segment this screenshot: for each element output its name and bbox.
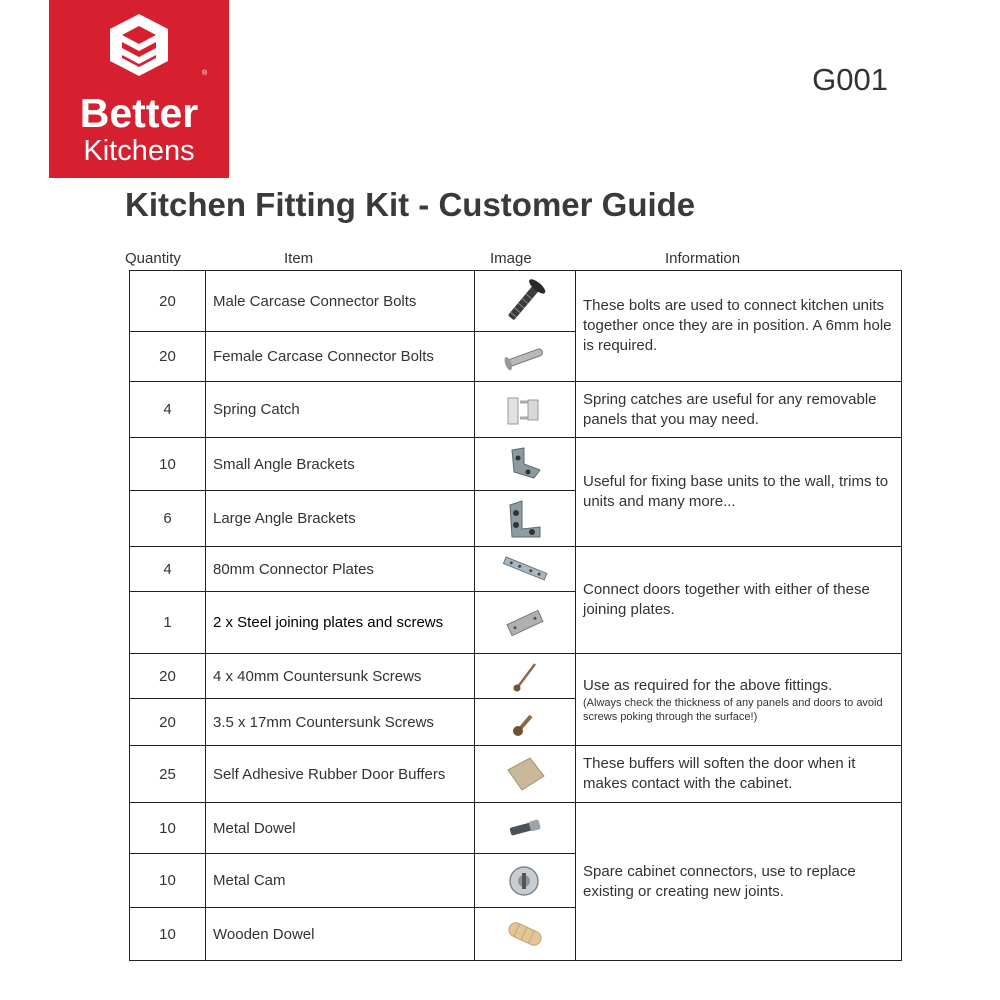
large-bracket-icon	[500, 497, 550, 541]
quantity-cell: 25	[130, 746, 206, 803]
image-cell	[475, 491, 576, 547]
column-header-item: Item	[284, 250, 314, 267]
quantity-cell: 20	[130, 332, 206, 382]
info-cell-screws	[576, 654, 902, 746]
info-cell-brackets: Useful for fixing base units to the wall, trims to units and many more...	[576, 438, 902, 547]
item-cell: 80mm Connector Plates	[206, 547, 475, 592]
spring-catch-icon	[500, 390, 550, 430]
table-row	[130, 271, 902, 332]
table-row	[130, 547, 902, 592]
quantity-cell: 4	[130, 547, 206, 592]
item-cell: Female Carcase Connector Bolts	[206, 332, 475, 382]
item-cell: 2 x Steel joining plates and screws	[206, 592, 475, 654]
image-cell	[475, 654, 576, 699]
column-header-image: Image	[490, 250, 532, 267]
quantity-cell: 10	[130, 908, 206, 961]
item-cell: Spring Catch	[206, 382, 475, 438]
item-cell: Self Adhesive Rubber Door Buffers	[206, 746, 475, 803]
item-cell: Male Carcase Connector Bolts	[206, 271, 475, 332]
small-bracket-icon	[500, 444, 550, 484]
document-code: G001	[812, 62, 888, 97]
image-cell	[475, 854, 576, 908]
column-header-information: Information	[665, 250, 741, 267]
image-cell	[475, 908, 576, 961]
buffer-sheet-icon	[500, 752, 550, 796]
image-cell	[475, 803, 576, 854]
table-row	[130, 803, 902, 854]
logo-mark-icon	[108, 12, 170, 78]
image-cell	[475, 438, 576, 491]
page-title: Kitchen Fitting Kit - Customer Guide	[125, 186, 696, 223]
quantity-cell: 10	[130, 803, 206, 854]
info-cell-plates: Connect doors together with either of these joining plates.	[576, 547, 902, 654]
image-cell	[475, 382, 576, 438]
long-screw-icon	[505, 658, 545, 694]
brand-logo	[49, 0, 229, 178]
connector-bolt-icon	[495, 278, 555, 324]
screws-info-note: (Always check the thickness of any panels and doors to avoid screws poking through the surface!)	[583, 696, 883, 723]
info-cell-bolts: These bolts are used to connect kitchen units together once they are in position. A 6mm hole is required.	[576, 271, 902, 382]
table-row	[130, 746, 902, 803]
connector-plate-icon	[495, 551, 555, 587]
info-cell-spring: Spring catches are useful for any removable panels that you may need.	[576, 382, 902, 438]
brand-name-line2: Kitchens	[83, 135, 195, 167]
item-cell: 3.5 x 17mm Countersunk Screws	[206, 699, 475, 746]
image-cell	[475, 547, 576, 592]
column-header-quantity: Quantity	[125, 250, 181, 267]
quantity-cell: 10	[130, 438, 206, 491]
short-screw-icon	[505, 704, 545, 740]
image-cell	[475, 271, 576, 332]
wooden-dowel-icon	[500, 914, 550, 954]
image-cell	[475, 699, 576, 746]
registered-mark: ®	[202, 70, 208, 77]
quantity-cell: 20	[130, 271, 206, 332]
info-cell-buffers: These buffers will soften the door when it makes contact with the cabinet.	[576, 746, 902, 803]
fittings-table	[129, 270, 902, 961]
brand-name-line1: Better	[79, 90, 199, 136]
image-cell	[475, 746, 576, 803]
info-cell-spares: Spare cabinet connectors, use to replace existing or creating new joints.	[576, 803, 902, 961]
item-cell: 4 x 40mm Countersunk Screws	[206, 654, 475, 699]
metal-cam-icon	[500, 859, 550, 903]
female-bolt-icon	[495, 337, 555, 377]
quantity-cell: 1	[130, 592, 206, 654]
image-cell	[475, 332, 576, 382]
screws-info-text: Use as required for the above fittings.	[583, 676, 833, 694]
quantity-cell: 20	[130, 699, 206, 746]
table-row	[130, 438, 902, 491]
item-cell: Large Angle Brackets	[206, 491, 475, 547]
item-cell: Metal Dowel	[206, 803, 475, 854]
quantity-cell: 20	[130, 654, 206, 699]
quantity-cell: 10	[130, 854, 206, 908]
table-row	[130, 382, 902, 438]
quantity-cell: 6	[130, 491, 206, 547]
table-row	[130, 654, 902, 699]
quantity-cell: 4	[130, 382, 206, 438]
image-cell	[475, 592, 576, 654]
metal-dowel-icon	[500, 813, 550, 843]
joining-plate-icon	[500, 605, 550, 641]
item-cell: Small Angle Brackets	[206, 438, 475, 491]
item-cell: Metal Cam	[206, 854, 475, 908]
item-cell: Wooden Dowel	[206, 908, 475, 961]
